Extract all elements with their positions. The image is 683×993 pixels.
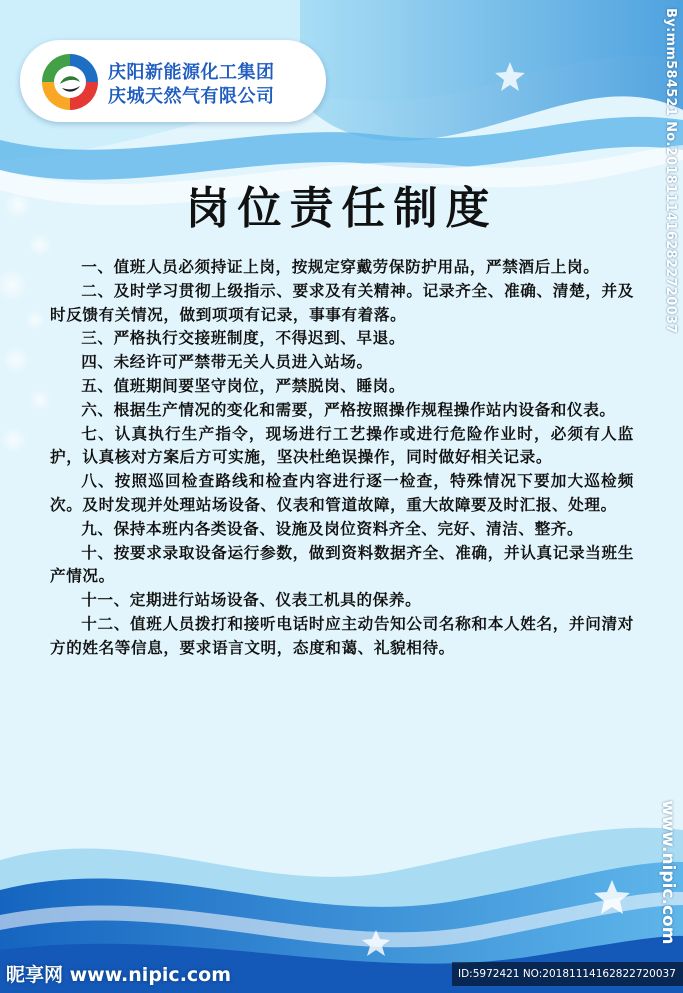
company-name-group: 庆阳新能源化工集团 — [108, 62, 275, 83]
image-id-bar: ID:5972421 NO:20181114162822720037 — [452, 962, 683, 986]
watermark-vertical-site: www.nipic.com — [658, 800, 678, 945]
rule-item: 七、认真执行生产指令，现场进行工艺操作或进行危险作业时，必须有人监护，认真核对方案后方可实施，坚决杜绝误操作，同时做好相关记录。 — [50, 424, 634, 467]
rule-item: 五、值班期间要坚守岗位，严禁脱岗、睡岗。 — [81, 376, 406, 395]
rule-item: 六、根据生产情况的变化和需要，严格按照操作规程操作站内设备和仪表。 — [81, 400, 616, 419]
watermark-vertical-id: By:mm584521 No.20181114162822720037 — [663, 8, 678, 334]
rule-item: 十、按要求录取设备运行参数，做到资料数据齐全、准确，并认真记录当班生产情况。 — [50, 543, 634, 586]
rule-item: 十一、定期进行站场设备、仪表工机具的保养。 — [81, 591, 422, 610]
rule-item: 十二、值班人员拨打和接听电话时应主动告知公司名称和本人姓名，并问清对方的姓名等信息，要求语言文明，态度和蔼、礼貌相待。 — [50, 614, 634, 657]
rule-item: 三、严格执行交接班制度，不得迟到、早退。 — [81, 329, 406, 348]
page-title: 岗位责任制度 — [185, 183, 498, 234]
company-name-subsidiary: 庆城天然气有限公司 — [108, 86, 275, 107]
rules-list — [50, 256, 634, 661]
rule-item: 九、保持本班内各类设备、设施及岗位资料齐全、完好、清洁、整齐。 — [81, 519, 584, 538]
rule-item: 二、及时学习贯彻上级指示、要求及有关精神。记录齐全、准确、清楚，并及时反馈有关情况，做到项项有记录，事事有着落。 — [50, 281, 634, 324]
rule-item: 四、未经许可严禁带无关人员进入站场。 — [81, 353, 373, 372]
rule-item: 一、值班人员必须持证上岗，按规定穿戴劳保防护用品，严禁酒后上岗。 — [81, 258, 600, 276]
company-logo-icon — [36, 48, 104, 116]
rule-item: 八、按照巡回检查路线和检查内容进行逐一检查，特殊情况下要加大巡检频次。及时发现并处理站场设备、仪表和管道故障，重大故障要及时汇报、处理。 — [50, 472, 634, 514]
watermark-site-logo: 昵享网 www.nipic.com — [6, 964, 232, 986]
